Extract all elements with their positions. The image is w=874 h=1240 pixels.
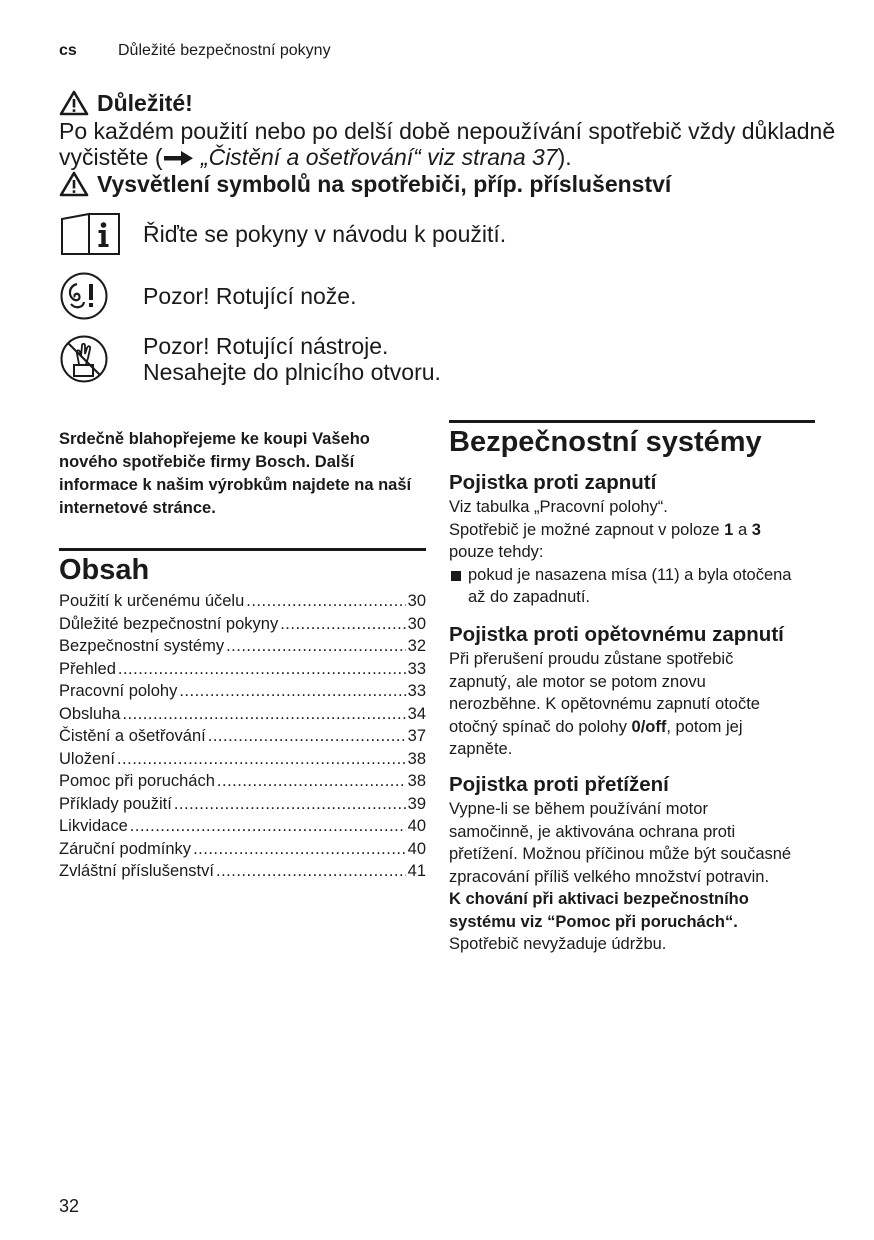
symbol-row-blades <box>59 271 357 321</box>
language-code: cs <box>59 42 77 59</box>
intro-text: Srdečně blahopřejeme ke koupi Vašeho nového spotřebiče firmy Bosch. Další informace k našim výrobkům najdete na naší internetové stránce. <box>59 430 412 517</box>
running-header-title: Důležité bezpečnostní pokyny <box>118 42 331 59</box>
safety-divider <box>449 420 815 423</box>
safety-subtitle-restart: Pojistka proti opětovnému zapnutí <box>449 623 784 646</box>
symbol-row-manual <box>59 209 506 259</box>
toc-title: Obsah <box>59 554 150 586</box>
important-heading <box>59 90 193 116</box>
toc-item[interactable]: Použití k určenému účelu ..... 30 <box>59 590 426 613</box>
safety-switch-on-text: Viz tabulka „Pracovní polohy“. Spotřebič je možné zapnout v poloze 1 a 3 pouze tehdy: pokud je nasazena mísa (11) a byla otočena až do zapadnutí. <box>449 496 819 609</box>
toc-item[interactable]: Čistění a ošetřování ..... 37 <box>59 725 426 748</box>
warning-triangle-icon <box>59 171 89 197</box>
symbol-row-chute <box>59 333 441 385</box>
rotating-blades-warning-icon <box>59 271 109 321</box>
cleaning-reference-link[interactable]: „Čistění a ošetřování“ viz strana 37 <box>200 144 558 170</box>
important-paragraph: Po každém použití nebo po delší době nepoužívání spotřebič vždy důkladně vyčistěte ( „Čistění a ošetřování“ viz strana 37). <box>59 118 836 170</box>
warning-triangle-icon <box>59 90 89 116</box>
symbols-heading <box>59 171 671 197</box>
safety-subtitle-overload: Pojistka proti přetížení <box>449 773 669 796</box>
page-number: 32 <box>59 1196 80 1216</box>
safety-subtitle-switch-on: Pojistka proti zapnutí <box>449 471 657 494</box>
no-hand-in-chute-icon <box>59 334 109 384</box>
safety-overload-text: Vypne-li se během používání motor samočinně, je aktivována ochrana proti přetížení. Možnou příčinou může být současné zpracování příliš velkého množství potravin. K chování při aktivaci bezpečnostního systému viz “Pomoc při poruchách“. Spotřebič nevyžaduje údržbu. <box>449 800 792 953</box>
symbols-title: Vysvětlení symbolů na spotřebiči, příp. příslušenství <box>97 170 672 197</box>
symbol-text: Nesahejte do plnicího otvoru. <box>143 359 441 385</box>
toc-item[interactable]: Přehled ..... 33 <box>59 658 426 681</box>
bullet-square-icon <box>451 571 461 581</box>
toc-divider <box>59 548 426 551</box>
arrow-right-icon <box>163 150 195 166</box>
toc-item[interactable]: Důležité bezpečnostní pokyny ..... 30 <box>59 613 426 636</box>
safety-title: Bezpečnostní systémy <box>449 426 762 458</box>
list-item: pokud je nasazena mísa (11) a byla otočena až do zapadnutí. <box>449 564 819 609</box>
toc-item[interactable]: Obsluha ..... 34 <box>59 703 426 726</box>
manual-info-icon <box>59 211 123 257</box>
table-of-contents <box>59 590 426 883</box>
toc-item[interactable]: Zvláštní příslušenství ..... 41 <box>59 860 426 883</box>
safety-restart-text: Při přerušení proudu zůstane spotřebič zapnutý, ale motor se potom znovu nerozběhne. K opětovnému zapnutí otočte otočný spínač do polohy 0/off, potom jej zapněte. <box>449 650 760 758</box>
symbol-text: Pozor! Rotující nástroje. <box>143 333 389 359</box>
toc-item[interactable]: Pracovní polohy ..... 33 <box>59 680 426 703</box>
symbol-text: Řiďte se pokyny v návodu k použití. <box>143 221 507 247</box>
toc-item[interactable]: Záruční podmínky ..... 40 <box>59 838 426 861</box>
symbol-text: Pozor! Rotující nože. <box>143 283 357 309</box>
toc-item[interactable]: Uložení ..... 38 <box>59 748 426 771</box>
toc-item[interactable]: Likvidace ..... 40 <box>59 815 426 838</box>
toc-item[interactable]: Pomoc při poruchách ..... 38 <box>59 770 426 793</box>
toc-item[interactable]: Příklady použití ..... 39 <box>59 793 426 816</box>
toc-item[interactable]: Bezpečnostní systémy ..... 32 <box>59 635 426 658</box>
important-title: Důležité! <box>97 89 193 116</box>
